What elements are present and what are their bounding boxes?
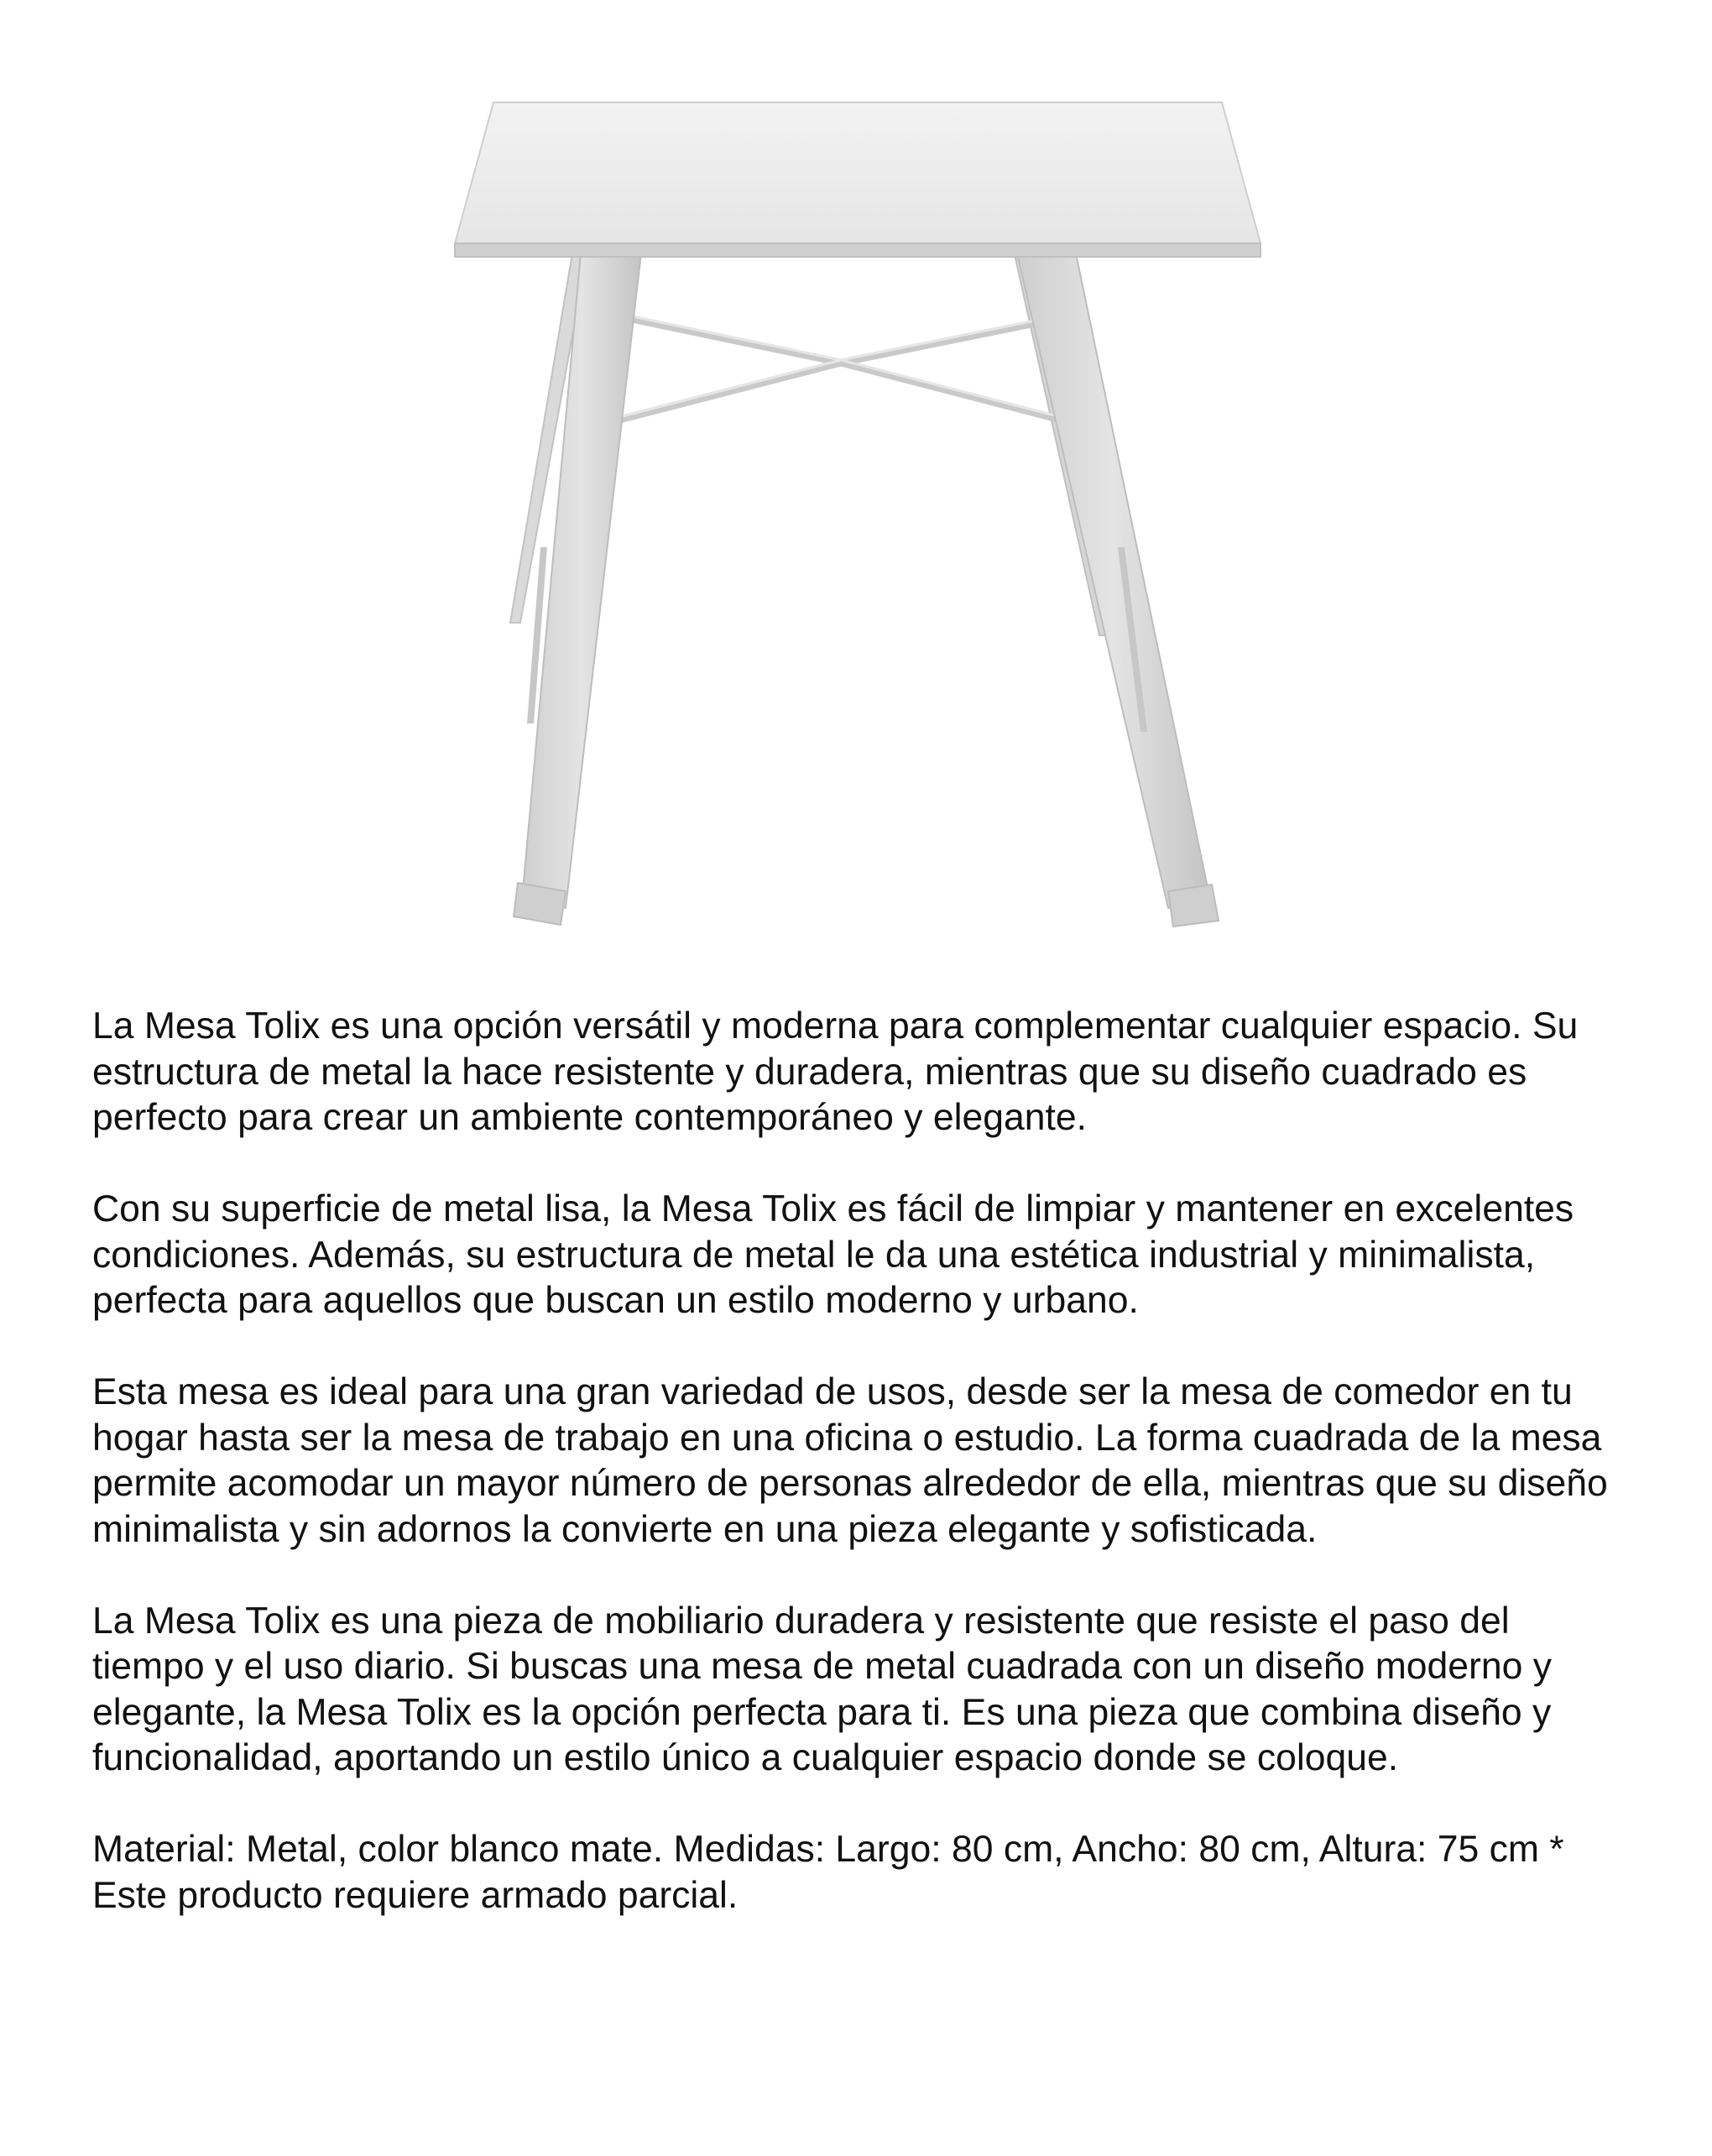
table-cross-braces xyxy=(616,316,1073,420)
product-image xyxy=(379,94,1336,958)
product-description xyxy=(92,1004,1628,1918)
description-paragraph: Esta mesa es ideal para una gran variedad de usos, desde ser la mesa de comedor en tu hogar hasta ser la mesa de trabajo en una oficina o estudio. La forma cuadrada de la mesa permite acomodar un mayor número de personas alrededor de ella, mientras que su diseño minimalista y sin adornos la convierte en una pieza elegante y sofisticada. xyxy=(92,1371,1608,1550)
table-top xyxy=(455,102,1261,257)
description-paragraph: Con su superficie de metal lisa, la Mesa Tolix es fácil de limpiar y mantener en excelentes condiciones. Además, su estructura de metal le da una estética industrial y minimalista, perfecta para aquellos que buscan un estilo moderno y urbano. xyxy=(92,1188,1574,1321)
description-paragraph: La Mesa Tolix es una pieza de mobiliario duradera y resistente que resiste el paso del tiempo y el uso diario. Si buscas una mesa de metal cuadrada con un diseño moderno y elegante, la Mesa Tolix es la opción perfecta para ti. Es una pieza que combina diseño y funcionalidad, aportando un estilo único a cualquier espacio donde se coloque. xyxy=(92,1600,1552,1778)
table-illustration xyxy=(379,94,1336,958)
description-paragraph: La Mesa Tolix es una opción versátil y moderna para complementar cualquier espacio. Su estructura de metal la hace resistente y duradera, mientras que su diseño cuadrado es perfecto para crear un ambiente contemporáneo y elegante. xyxy=(92,1005,1579,1138)
specifications-paragraph: Material: Metal, color blanco mate. Medidas: Largo: 80 cm, Ancho: 80 cm, Altura: 75 cm * Este producto requiere armado parcial. xyxy=(92,1829,1564,1916)
